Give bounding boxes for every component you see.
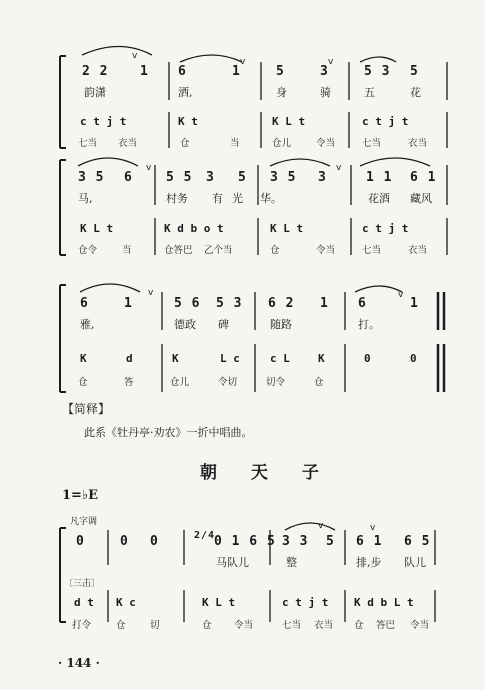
lyric: 队儿 [404, 556, 426, 569]
lyric: 雅, [80, 318, 95, 331]
key-signature: 1=♭E [62, 488, 98, 503]
percussion-syllable: 仓 [78, 377, 88, 388]
lyric: 洒, [178, 86, 193, 99]
percussion-token: K L t [202, 596, 236, 609]
lyric: 整 [286, 556, 297, 569]
svg-text:v: v [148, 288, 154, 298]
lyric: 花 [410, 86, 421, 99]
percussion-syllable: 打令 [72, 620, 92, 631]
percussion-token: K c [116, 596, 136, 609]
percussion-token: K [318, 352, 325, 365]
percussion-syllable: 七当 [362, 245, 382, 256]
lyric: 碑 [218, 318, 229, 331]
note-token: 1 [124, 296, 133, 311]
note-token: 5 3 [216, 296, 243, 311]
note-token: 3 [318, 170, 327, 185]
percussion-token: K t [178, 115, 198, 128]
svg-text:v: v [240, 57, 246, 67]
svg-text:v: v [132, 51, 138, 61]
note-token: 5 6 [174, 296, 201, 311]
percussion-syllable: 切 [150, 620, 160, 631]
note-token: 0 [76, 534, 85, 549]
lyric: 有 [212, 192, 223, 205]
note-token: 0 1 6 5 [214, 534, 276, 549]
note-token: 1 1 [366, 170, 393, 185]
percussion-token: c t j t [282, 596, 329, 609]
page-number: · 144 · [58, 656, 100, 670]
percussion-token: K L t [270, 222, 304, 235]
note-token: 1 [410, 296, 419, 311]
note-token: 2 2 [82, 64, 109, 79]
note-token: 6 2 [268, 296, 295, 311]
percussion-token: L c [220, 352, 240, 365]
percussion-token: K d b L t [354, 596, 414, 609]
percussion-syllable: 衣当 [118, 138, 138, 149]
percussion-syllable: 仓儿 [170, 377, 190, 388]
lyric: 花酒 [368, 192, 390, 205]
percussion-token: d t [74, 596, 94, 609]
svg-text:v: v [328, 57, 334, 67]
lyric: 德政 [174, 318, 196, 331]
note-token: 5 5 [166, 170, 193, 185]
note-token: 6 1 [356, 534, 383, 549]
percussion-syllable: 令切 [218, 377, 238, 388]
svg-text:v: v [146, 163, 152, 173]
percussion-syllable: 仓 [180, 138, 190, 149]
note-token: 0 [150, 534, 159, 549]
percussion-syllable: 仓儿 [272, 138, 292, 149]
beat-label: 〔三击〕 [64, 579, 101, 589]
percussion-syllable: 仓 [354, 620, 364, 631]
note-token: 1 [320, 296, 329, 311]
percussion-token: c t j t [362, 115, 409, 128]
lyric: 村务 [166, 192, 188, 205]
note-token: 6 1 [410, 170, 437, 185]
percussion-token: K [80, 352, 87, 365]
percussion-token: K L t [80, 222, 114, 235]
note-token: 5 3 [364, 64, 391, 79]
percussion-syllable: 令当 [234, 620, 254, 631]
percussion-token: K d b o t [164, 222, 224, 235]
percussion-syllable: 七当 [282, 620, 302, 631]
notes-text: 此系《牡丹亭·劝农》一折中唱曲。 [84, 426, 253, 439]
note-token: 3 [206, 170, 215, 185]
percussion-syllable: 仓答巴 [164, 245, 193, 256]
percussion-syllable: 答巴 [376, 620, 396, 631]
note-token: 6 [178, 64, 187, 79]
note-token: 1 [232, 64, 241, 79]
svg-text:v: v [336, 163, 342, 173]
svg-text:v: v [370, 523, 376, 533]
percussion-syllable: 仓 [116, 620, 126, 631]
note-token: 5 [326, 534, 335, 549]
percussion-syllable: 仓令 [78, 245, 98, 256]
percussion-token: d [126, 352, 133, 365]
percussion-syllable: 衣当 [408, 138, 428, 149]
lyric: 排,步 [356, 556, 382, 569]
lyric: 打。 [358, 318, 380, 331]
percussion-syllable: 令当 [410, 620, 430, 631]
note-token: 5 [276, 64, 285, 79]
svg-text:v: v [398, 290, 404, 300]
note-token: 3 3 [282, 534, 309, 549]
note-token: 6 [124, 170, 133, 185]
note-token: 6 [80, 296, 89, 311]
lyric: 藏风 [410, 192, 432, 205]
percussion-syllable: 七当 [362, 138, 382, 149]
lyric: 韵潇 [84, 86, 106, 99]
percussion-syllable: 衣当 [408, 245, 428, 256]
percussion-token: K L t [272, 115, 306, 128]
percussion-token: c L [270, 352, 290, 365]
note-token: 6 [358, 296, 367, 311]
percussion-syllable: 令当 [316, 138, 336, 149]
note-token: 5 [410, 64, 419, 79]
song-title: 朝 天 子 [200, 463, 333, 483]
lyric: 随路 [270, 318, 292, 331]
note-token: 3 5 [270, 170, 297, 185]
percussion-token: c t j t [80, 115, 127, 128]
note-token: 6 5 [404, 534, 431, 549]
percussion-syllable: 仓 [202, 620, 212, 631]
note-token: 0 [120, 534, 129, 549]
note-token: 1 [140, 64, 149, 79]
percussion-syllable: 七当 [78, 138, 98, 149]
percussion-token: K [172, 352, 179, 365]
lyric: 马队儿 [216, 556, 249, 569]
note-token: 5 [238, 170, 247, 185]
note-token: 3 [320, 64, 329, 79]
time-signature: 2/4 [194, 530, 216, 541]
notes-heading: 【简释】 [62, 402, 111, 416]
lyric: 五 [364, 86, 375, 99]
percussion-syllable: 答 [124, 377, 134, 388]
percussion-syllable: 衣当 [314, 620, 334, 631]
lyric: 马, [78, 192, 93, 205]
lyric: 身 [276, 86, 287, 99]
percussion-syllable: 乙个当 [204, 245, 233, 256]
percussion-syllable: 仓 [314, 377, 324, 388]
percussion-syllable: 当 [230, 138, 240, 149]
mode-label: 凡字调 [70, 517, 98, 527]
percussion-token: c t j t [362, 222, 409, 235]
lyric: 华。 [260, 192, 282, 205]
percussion-syllable: 仓 [270, 245, 280, 256]
percussion-token: 0 [410, 352, 417, 365]
svg-text:v: v [318, 521, 324, 531]
note-token: 3 5 [78, 170, 105, 185]
percussion-syllable: 当 [122, 245, 132, 256]
percussion-syllable: 令当 [316, 245, 336, 256]
percussion-token: 0 [364, 352, 371, 365]
percussion-syllable: 切令 [266, 377, 286, 388]
lyric: 光 [232, 192, 243, 205]
lyric: 骑 [320, 86, 331, 99]
